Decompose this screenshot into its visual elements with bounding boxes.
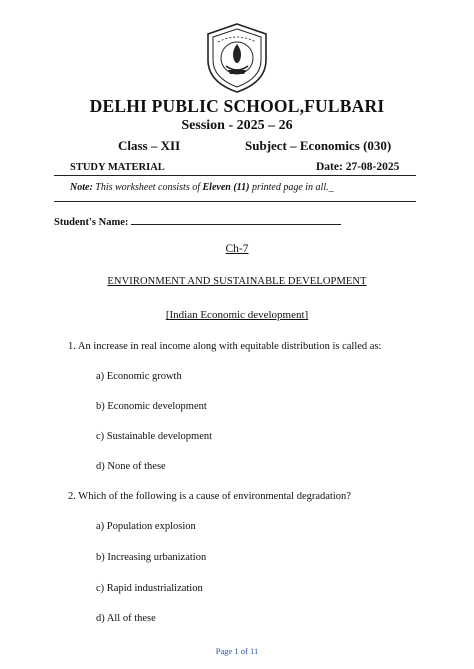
student-name-field [54, 215, 341, 228]
date-label: Date: 27-08-2025 [316, 161, 400, 173]
student-name-label: Student's Name: [54, 217, 132, 228]
note-pages: Eleven (11) [202, 182, 250, 193]
option: b) Economic development [96, 401, 207, 412]
worksheet-note [70, 182, 334, 193]
study-material-label: STUDY MATERIAL [70, 162, 165, 173]
divider [54, 175, 416, 176]
topic-heading: ENVIRONMENT AND SUSTAINABLE DEVELOPMENT [107, 276, 367, 287]
option: a) Economic growth [96, 371, 182, 382]
subtopic-heading: [Indian Economic development] [165, 309, 309, 321]
subject-label: Subject – Economics (030) [245, 138, 392, 153]
option: c) Sustainable development [96, 431, 213, 442]
session: Session - 2025 – 26 [181, 118, 293, 133]
note-text-end: printed page in all._ [249, 182, 334, 193]
option: d) All of these [96, 613, 156, 624]
school-crest-icon [204, 22, 270, 94]
school-logo [204, 22, 270, 94]
note-prefix: Note: [70, 182, 93, 193]
question-1: 1. An increase in real income along with equitable distribution is called as: [68, 341, 382, 352]
student-name-blank [131, 215, 341, 225]
school-name: DELHI PUBLIC SCHOOL,FULBARI [89, 96, 385, 116]
option: b) Increasing urbanization [96, 552, 207, 563]
option: a) Population explosion [96, 521, 196, 532]
page-number: Page 1 of 11 [215, 646, 259, 656]
option: d) None of these [96, 461, 166, 472]
option: c) Rapid industrialization [96, 583, 203, 594]
divider [54, 201, 416, 202]
class-label: Class – XII [118, 138, 181, 153]
chapter-heading: Ch-7 [225, 243, 249, 255]
question-2: 2. Which of the following is a cause of environmental degradation? [68, 491, 351, 502]
note-text: This worksheet consists of [92, 182, 203, 193]
